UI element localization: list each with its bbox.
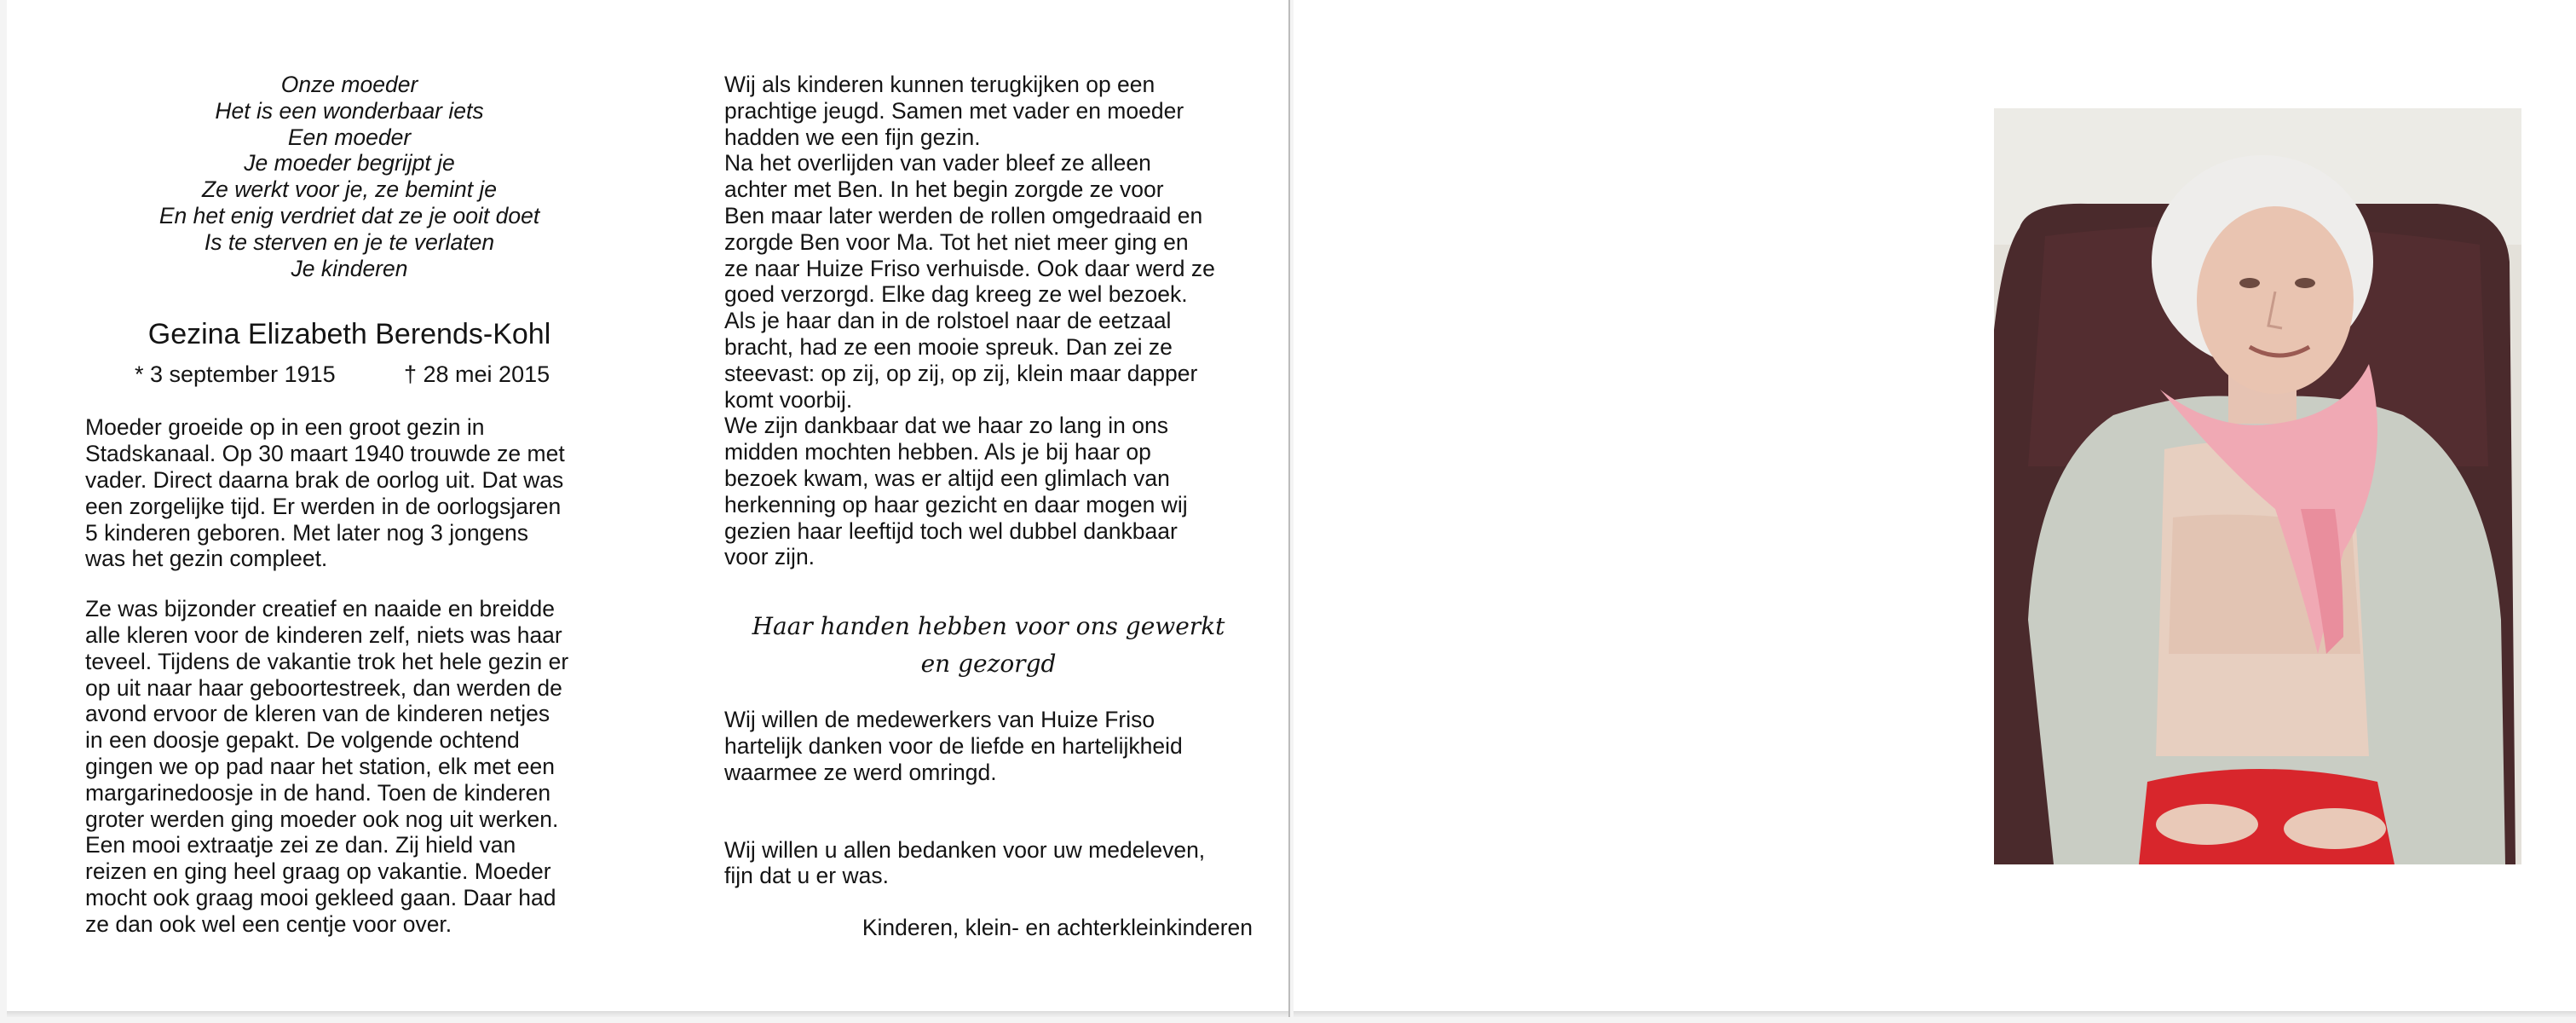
text-line: hadden we een fijn gezin. [724, 124, 981, 150]
text-line: zorgde Ben voor Ma. Tot het niet meer ging en [724, 228, 1189, 255]
text-line: Wij willen de medewerkers van Huize Friso [724, 707, 1155, 733]
thanks-staff-paragraph [724, 707, 1253, 785]
right-hand [2284, 808, 2386, 849]
poem-line: Een moeder [287, 124, 412, 150]
text-line: Wij als kinderen kunnen terugkijken op een [724, 72, 1155, 97]
text-line: was het gezin compleet. [85, 546, 328, 572]
poem-line: Je kinderen [291, 255, 408, 281]
text-line: waarmee ze werd omringd. [724, 759, 997, 785]
text-line: op uit naar haar geboortestreek, dan werden de [85, 674, 562, 701]
text-line: Na het overlijden van vader bleef ze alleen [724, 150, 1151, 176]
poem-line: Je moeder begrijpt je [244, 150, 455, 176]
text-line: Moeder groeide op in een groot gezin in [85, 414, 485, 441]
death-date: † 28 mei 2015 [404, 361, 550, 388]
text-line: in een doosje gepakt. De volgende ochtend [85, 727, 520, 754]
memories-paragraph [724, 72, 1253, 570]
text-line: margarinedoosje in de hand. Toen de kinderen [85, 779, 551, 806]
text-line: Ze was bijzonder creatief en naaide en breidde [85, 596, 555, 622]
text-line: Wij willen u allen bedanken voor uw medeleven, [724, 836, 1206, 863]
text-line: achter met Ben. In het begin zorgde ze voor [724, 176, 1164, 203]
biography-paragraph-1 [85, 414, 614, 572]
card-shadow [1294, 1011, 2576, 1017]
portrait-photo [1994, 108, 2521, 864]
poem-line: Het is een wonderbaar iets [215, 97, 484, 124]
left-hand [2156, 804, 2258, 845]
text-line: Ben maar later werden de rollen omgedraaid en [724, 202, 1203, 228]
text-line: alle kleren voor de kinderen zelf, niets was haar [85, 621, 562, 648]
quote-line: Haar handen hebben voor ons gewerkt [752, 612, 1225, 641]
thanks-all-paragraph [724, 837, 1253, 890]
text-line: We zijn dankbaar dat we haar zo lang in ons [724, 413, 1168, 439]
text-line: gingen we op pad naar het station, elk met een [85, 753, 555, 779]
poem-line: En het enig verdriet dat ze je ooit doet [158, 202, 540, 228]
left-eye [2239, 278, 2260, 288]
family-signature: Kinderen, klein- en achterkleinkinderen [862, 915, 1253, 941]
text-line: Een mooi extraatje zei ze dan. Zij hield van [85, 832, 516, 858]
text-line: Als je haar dan in de rolstoel naar de eetzaal [724, 308, 1172, 334]
portrait-illustration [1994, 108, 2521, 864]
face [2197, 206, 2354, 394]
poem-line: Ze werkt voor je, ze bemint je [201, 176, 498, 203]
right-text-column [724, 72, 1253, 941]
text-line: prachtige jeugd. Samen met vader en moeder [724, 97, 1184, 124]
quote-line: en gezorgd [920, 650, 1057, 679]
text-line: komt voorbij. [724, 386, 853, 413]
memorial-quote [724, 608, 1253, 683]
text-line: fijn dat u er was. [724, 863, 889, 889]
birth-date: * 3 september 1915 [135, 361, 336, 388]
text-line: voor zijn. [724, 544, 815, 570]
left-card-panel [7, 0, 1290, 1017]
biography-paragraph-2 [85, 596, 614, 937]
poem-line: Onze moeder [280, 72, 418, 97]
card-shadow [7, 1011, 1288, 1017]
text-line: groter werden ging moeder ook nog uit werken. [85, 806, 559, 832]
text-line: bezoek kwam, was er altijd een glimlach van [724, 465, 1170, 491]
life-dates [85, 361, 614, 390]
text-line: een zorgelijke tijd. Er werden in de oorlogsjaren [85, 493, 562, 519]
right-eye [2295, 278, 2315, 288]
left-text-column [85, 72, 614, 938]
text-line: mocht ook graag mooi gekleed gaan. Daar had [85, 884, 556, 910]
text-line: herkenning op haar gezicht en daar mogen wij [724, 491, 1188, 517]
text-line: Stadskanaal. Op 30 maart 1940 trouwde ze met [85, 441, 565, 467]
text-line: hartelijk danken voor de liefde en hartelijkheid [724, 732, 1183, 759]
text-line: bracht, had ze een mooie spreuk. Dan zei ze [724, 333, 1173, 360]
text-line: avond ervoor de kleren van de kinderen netjes [85, 701, 550, 727]
text-line: 5 kinderen geboren. Met later nog 3 jongens [85, 519, 529, 546]
text-line: gezien haar leeftijd toch wel dubbel dankbaar [724, 517, 1178, 544]
deceased-name: Gezina Elizabeth Berends-Kohl [147, 318, 551, 351]
text-line: steevast: op zij, op zij, op zij, klein maar dapper [724, 360, 1198, 386]
text-line: ze dan ook wel een centje voor over. [85, 910, 452, 937]
poem [111, 72, 588, 281]
text-line: teveel. Tijdens de vakantie trok het hele gezin er [85, 648, 569, 674]
text-line: midden mochten hebben. Als je bij haar op [724, 439, 1151, 465]
poem-line: Is te sterven en je te verlaten [204, 228, 495, 255]
text-line: goed verzorgd. Elke dag kreeg ze wel bezoek. [724, 281, 1188, 308]
text-line: vader. Direct daarna brak de oorlog uit. Dat was [85, 466, 564, 493]
text-line: reizen en ging heel graag op vakantie. Moeder [85, 858, 551, 885]
text-line: ze naar Huize Friso verhuisde. Ook daar werd ze [724, 255, 1215, 281]
